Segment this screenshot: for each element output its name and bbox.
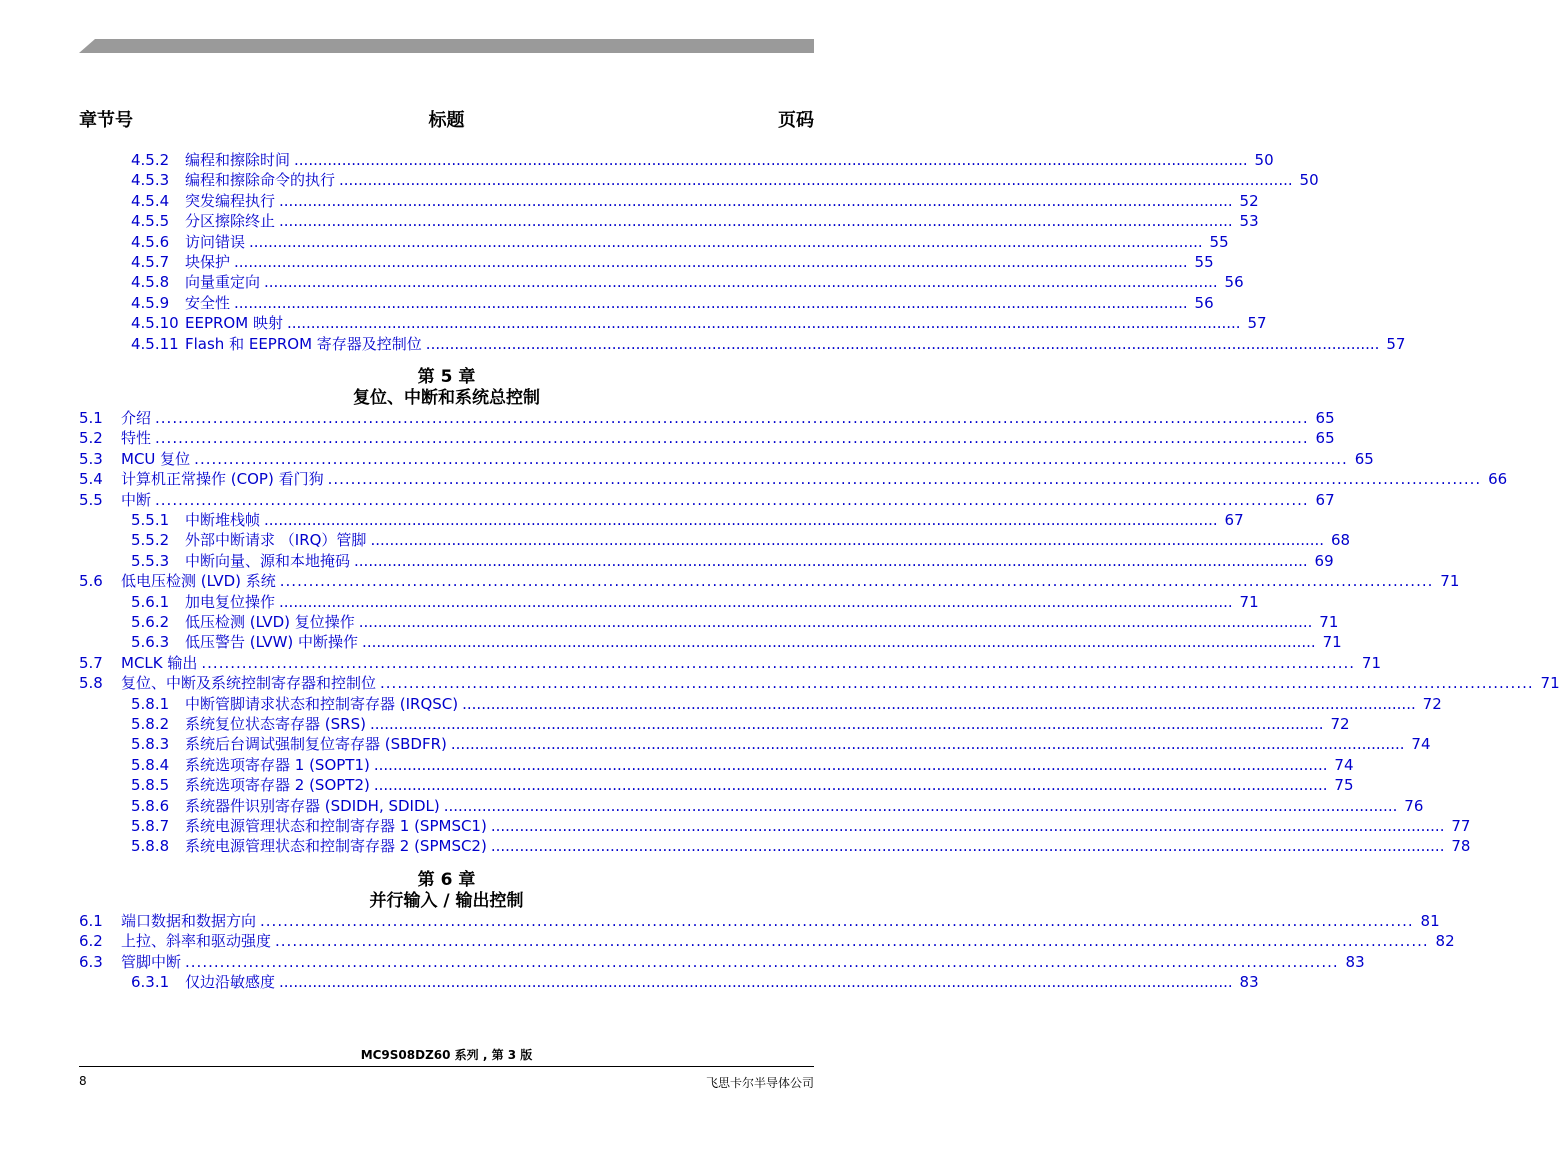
toc-entry-page: 67 (1224, 511, 1244, 529)
toc-entry-page: 53 (1239, 212, 1259, 231)
toc-entry-page: 56 (1194, 293, 1214, 312)
toc-entry-5-4[interactable] (79, 469, 1508, 489)
toc-entry-number: 4.5.7 (131, 253, 170, 271)
header-title: 标题 (428, 110, 465, 131)
toc-entry-title: 系统选项寄存器 2 (SOPT2) (185, 776, 370, 795)
toc-entry-page: 71 (1440, 572, 1460, 591)
toc-entry-title: 低压检测 (LVD) 复位操作 (185, 613, 355, 631)
toc-entry-title: 端口数据和数据方向 (121, 911, 257, 930)
toc-leader-dots: ........................................................................................................................................................................................................ (327, 470, 1482, 489)
toc-entry-title: 安全性 (185, 293, 231, 312)
toc-entry-4-5-8[interactable] (131, 272, 1244, 292)
toc-entry-number: 5.5.2 (131, 531, 170, 550)
toc-entry-5-5[interactable] (79, 490, 1335, 510)
toc-entry-page: 72 (1330, 715, 1350, 733)
toc-entry-5-8-2[interactable] (131, 714, 1350, 734)
toc-entry-number: 6.3.1 (131, 973, 170, 991)
toc-leader-dots: ........................................................................................................................................................................................................ (362, 633, 1316, 652)
toc-entry-page: 74 (1411, 735, 1431, 754)
toc-entry-number: 5.8 (79, 674, 103, 693)
toc-entry-number: 4.5.2 (131, 151, 170, 169)
toc-leader-dots: ........................................................................................................................................................................................................ (275, 932, 1429, 951)
toc-entry-6-3-1[interactable] (131, 972, 1259, 992)
toc-entry-title: 中断堆栈帧 (185, 511, 261, 529)
toc-entry-page: 71 (1239, 592, 1259, 611)
toc-entry-4-5-9[interactable] (131, 293, 1214, 313)
chapter-title: 并行输入 / 输出控制 (369, 890, 524, 911)
toc-entry-number: 5.6.2 (131, 613, 170, 631)
toc-leader-dots: ........................................................................................................................................................................................................ (369, 715, 1324, 733)
toc-entry-4-5-11[interactable] (131, 334, 1406, 354)
toc-entry-5-6[interactable] (79, 571, 1460, 591)
toc-entry-4-5-3[interactable] (131, 170, 1319, 190)
toc-leader-dots: ........................................................................................................................................................................................................ (234, 253, 1188, 271)
toc-leader-dots: ........................................................................................................................................................................................................ (339, 171, 1293, 190)
toc-entry-title: 块保护 (185, 253, 231, 271)
toc-entry-title: 管脚中断 (121, 952, 182, 971)
toc-leader-dots: ........................................................................................................................................................................................................ (380, 674, 1534, 693)
toc-entry-5-2[interactable] (79, 428, 1335, 448)
toc-entry-4-5-4[interactable] (131, 191, 1259, 211)
toc-entry-number: 5.7 (79, 653, 103, 672)
toc-entry-page: 74 (1334, 755, 1354, 774)
toc-entry-number: 5.6.1 (131, 592, 170, 611)
toc-entry-title: 系统电源管理状态和控制寄存器 2 (SPMSC2) (185, 837, 487, 856)
toc-entry-title: 上拉、斜率和驱动强度 (121, 932, 272, 951)
toc-leader-dots: ........................................................................................................................................................................................................ (294, 151, 1248, 169)
toc-entry-page: 66 (1488, 470, 1508, 489)
toc-entry-number: 5.6.3 (131, 633, 170, 652)
toc-entry-title: 计算机正常操作 (COP) 看门狗 (121, 470, 324, 489)
footer-doc-title: MC9S08DZ60 系列 , 第 3 版 (360, 1048, 533, 1062)
toc-entry-5-8-5[interactable] (131, 775, 1354, 795)
chapter-number: 第 6 章 (417, 869, 476, 890)
toc-leader-dots: ........................................................................................................................................................................................................ (201, 653, 1356, 672)
footer-page-number: 8 (79, 1074, 87, 1088)
toc-leader-dots: ........................................................................................................................................................................................................ (234, 293, 1188, 312)
toc-entry-title: 分区擦除终止 (185, 212, 276, 231)
toc-entry-page: 55 (1209, 232, 1229, 251)
toc-entry-page: 71 (1319, 613, 1339, 631)
toc-entry-number: 5.8.4 (131, 755, 170, 774)
toc-entry-title: 向量重定向 (185, 273, 261, 292)
toc-leader-dots: ........................................................................................................................................................................................................ (443, 796, 1398, 815)
toc-entry-number: 5.8.7 (131, 817, 170, 835)
toc-leader-dots: ........................................................................................................................................................................................................ (373, 776, 1328, 795)
toc-entry-number: 4.5.8 (131, 273, 170, 292)
toc-entry-number: 5.5 (79, 490, 103, 509)
toc-leader-dots: ........................................................................................................................................................................................................ (358, 613, 1313, 631)
toc-entry-page: 56 (1224, 273, 1244, 292)
toc-entry-page: 68 (1330, 531, 1351, 550)
toc-leader-dots: ........................................................................................................................................................................................................ (264, 273, 1218, 292)
toc-entry-page: 50 (1254, 151, 1274, 169)
header-page-number: 页码 (778, 110, 814, 131)
toc-entry-title: 突发编程执行 (185, 191, 276, 210)
toc-entry-page: 71 (1540, 674, 1560, 693)
toc-entry-title: 编程和擦除命令的执行 (185, 171, 336, 190)
toc-leader-dots: ........................................................................................................................................................................................................ (155, 490, 1309, 509)
toc-entry-5-1[interactable] (79, 408, 1335, 428)
toc-entry-number: 5.4 (79, 470, 103, 489)
toc-entry-title: EEPROM 映射 (185, 314, 283, 333)
toc-entry-number: 4.5.4 (131, 191, 170, 210)
toc-leader-dots: ........................................................................................................................................................................................................ (264, 511, 1218, 529)
toc-entry-number: 6.2 (79, 932, 103, 951)
toc-entry-title: 中断 (121, 490, 152, 509)
toc-entry-page: 75 (1334, 776, 1354, 795)
toc-entry-page: 50 (1299, 171, 1319, 190)
toc-entry-page: 83 (1345, 952, 1365, 971)
toc-entry-5-5-1[interactable] (131, 510, 1244, 530)
toc-entry-title: 访问错误 (185, 232, 246, 251)
toc-entry-5-8-3[interactable] (131, 734, 1431, 754)
toc-entry-5-5-2[interactable] (131, 530, 1351, 550)
toc-entry-title: 低电压检测 (LVD) 系统 (121, 572, 276, 591)
toc-leader-dots: ........................................................................................................................................................................................................ (490, 817, 1445, 835)
toc-entry-5-8-7[interactable] (131, 816, 1471, 836)
toc-entry-page: 83 (1239, 973, 1259, 991)
toc-entry-number: 5.8.2 (131, 715, 170, 733)
toc-entry-title: MCLK 输出 (121, 653, 198, 672)
toc-entry-title: 特性 (121, 429, 152, 448)
toc-entry-page: 57 (1247, 314, 1267, 333)
toc-entry-page: 52 (1239, 191, 1259, 210)
toc-leader-dots: ........................................................................................................................................................................................................ (279, 592, 1233, 611)
toc-entry-page: 65 (1315, 409, 1335, 427)
toc-leader-dots: ........................................................................................................................................................................................................ (286, 314, 1241, 333)
toc-entry-number: 4.5.5 (131, 212, 170, 231)
chapter-title: 复位、中断和系统总控制 (353, 388, 540, 408)
toc-entry-number: 5.5.1 (131, 511, 170, 529)
toc-entry-page: 65 (1315, 429, 1335, 448)
toc-entry-4-5-10[interactable] (131, 313, 1267, 333)
toc-entry-page: 78 (1451, 837, 1471, 856)
footer-divider (79, 1066, 814, 1067)
toc-entry-number: 5.3 (79, 449, 103, 468)
toc-entry-number: 4.5.6 (131, 232, 170, 251)
toc-entry-page: 72 (1422, 694, 1442, 713)
chapter-number: 第 5 章 (417, 367, 476, 387)
toc-leader-dots: ........................................................................................................................................................................................................ (155, 409, 1309, 427)
toc-entry-page: 71 (1361, 653, 1382, 672)
toc-leader-dots: ........................................................................................................................................................................................................ (354, 551, 1308, 570)
toc-leader-dots: ........................................................................................................................................................................................................ (185, 952, 1339, 971)
toc-entry-5-6-3[interactable] (131, 632, 1342, 652)
toc-entry-6-1[interactable] (79, 911, 1440, 931)
toc-entry-number: 5.8.5 (131, 776, 170, 795)
toc-entry-title: 中断管脚请求状态和控制寄存器 (IRQSC) (185, 694, 459, 713)
toc-entry-title: MCU 复位 (121, 449, 191, 468)
toc-leader-dots: ........................................................................................................................................................................................................ (279, 212, 1233, 231)
toc-entry-title: 复位、中断及系统控制寄存器和控制位 (121, 674, 377, 693)
toc-leader-dots: ........................................................................................................................................................................................................ (462, 694, 1416, 713)
toc-entry-number: 5.2 (79, 429, 103, 448)
toc-entry-number: 4.5.11 (131, 334, 179, 353)
header-decor-bar (79, 39, 814, 53)
toc-leader-dots: ........................................................................................................................................................................................................ (279, 191, 1233, 210)
toc-leader-dots: ........................................................................................................................................................................................................ (370, 531, 1325, 550)
toc-entry-title: 加电复位操作 (185, 592, 276, 611)
toc-entry-title: 系统后台调试强制复位寄存器 (SBDFR) (185, 735, 447, 754)
toc-entry-4-5-5[interactable] (131, 211, 1259, 231)
toc-entry-title: 外部中断请求 （IRQ）管脚 (185, 531, 367, 550)
toc-leader-dots: ........................................................................................................................................................................................................ (155, 429, 1309, 448)
toc-entry-title: 中断向量、源和本地掩码 (185, 551, 351, 570)
toc-entry-number: 5.5.3 (131, 551, 170, 570)
toc-entry-6-2[interactable] (79, 931, 1455, 951)
toc-entry-5-8[interactable] (79, 673, 1560, 693)
toc-entry-5-6-1[interactable] (131, 592, 1259, 612)
toc-entry-title: 低压警告 (LVW) 中断操作 (185, 633, 359, 652)
toc-entry-number: 5.8.6 (131, 796, 170, 815)
toc-entry-number: 5.8.3 (131, 735, 170, 754)
toc-entry-number: 6.1 (79, 911, 103, 930)
toc-leader-dots: ........................................................................................................................................................................................................ (279, 973, 1233, 991)
toc-entry-number: 5.6 (79, 572, 103, 591)
toc-entry-5-8-1[interactable] (131, 694, 1442, 714)
toc-leader-dots: ........................................................................................................................................................................................................ (490, 837, 1445, 856)
toc-entry-page: 67 (1315, 490, 1335, 509)
toc-entry-number: 4.5.3 (131, 171, 170, 190)
toc-entry-title: 系统复位状态寄存器 (SRS) (185, 715, 366, 733)
toc-leader-dots: ........................................................................................................................................................................................................ (279, 572, 1434, 591)
toc-entry-5-8-4[interactable] (131, 755, 1354, 775)
toc-entry-number: 4.5.10 (131, 314, 179, 333)
toc-leader-dots: ........................................................................................................................................................................................................ (260, 911, 1414, 930)
toc-leader-dots: ........................................................................................................................................................................................................ (194, 449, 1348, 468)
toc-entry-4-5-2[interactable] (131, 150, 1274, 170)
toc-entry-number: 5.8.8 (131, 837, 170, 856)
footer-company: 飞思卡尔半导体公司 (705, 1076, 814, 1090)
toc-entry-4-5-7[interactable] (131, 252, 1214, 272)
toc-leader-dots: ........................................................................................................................................................................................................ (425, 334, 1380, 353)
toc-entry-5-6-2[interactable] (131, 612, 1339, 632)
toc-leader-dots: ........................................................................................................................................................................................................ (450, 735, 1405, 754)
toc-entry-page: 71 (1322, 633, 1342, 652)
toc-leader-dots: ........................................................................................................................................................................................................ (373, 755, 1328, 774)
toc-entry-page: 55 (1194, 253, 1214, 271)
toc-entry-title: 系统器件识别寄存器 (SDIDH, SDIDL) (185, 796, 440, 815)
toc-entry-title: 系统选项寄存器 1 (SOPT1) (185, 755, 370, 774)
toc-entry-page: 57 (1386, 334, 1406, 353)
toc-entry-5-5-3[interactable] (131, 551, 1334, 571)
toc-entry-page: 81 (1420, 911, 1440, 930)
toc-entry-page: 76 (1404, 796, 1424, 815)
toc-entry-number: 6.3 (79, 952, 103, 971)
toc-entry-4-5-6[interactable] (131, 232, 1229, 252)
toc-entry-5-8-8[interactable] (131, 836, 1471, 856)
header-section-number: 章节号 (79, 110, 133, 131)
toc-entry-page: 65 (1354, 449, 1374, 468)
toc-entry-page: 82 (1435, 932, 1455, 951)
toc-leader-dots: ........................................................................................................................................................................................................ (249, 232, 1203, 251)
toc-entry-title: 介绍 (121, 409, 152, 427)
toc-entry-number: 4.5.9 (131, 293, 170, 312)
toc-entry-title: 仅边沿敏感度 (185, 973, 276, 991)
toc-entry-5-7[interactable] (79, 653, 1382, 673)
toc-entry-number: 5.1 (79, 409, 103, 427)
toc-entry-page: 77 (1451, 817, 1471, 835)
toc-entry-5-3[interactable] (79, 449, 1374, 469)
toc-entry-5-8-6[interactable] (131, 796, 1424, 816)
toc-entry-page: 69 (1314, 551, 1334, 570)
toc-entry-title: 编程和擦除时间 (185, 151, 291, 169)
toc-entry-number: 5.8.1 (131, 694, 170, 713)
toc-entry-title: 系统电源管理状态和控制寄存器 1 (SPMSC1) (185, 817, 487, 835)
toc-entry-title: Flash 和 EEPROM 寄存器及控制位 (185, 334, 422, 353)
toc-entry-6-3[interactable] (79, 952, 1365, 972)
